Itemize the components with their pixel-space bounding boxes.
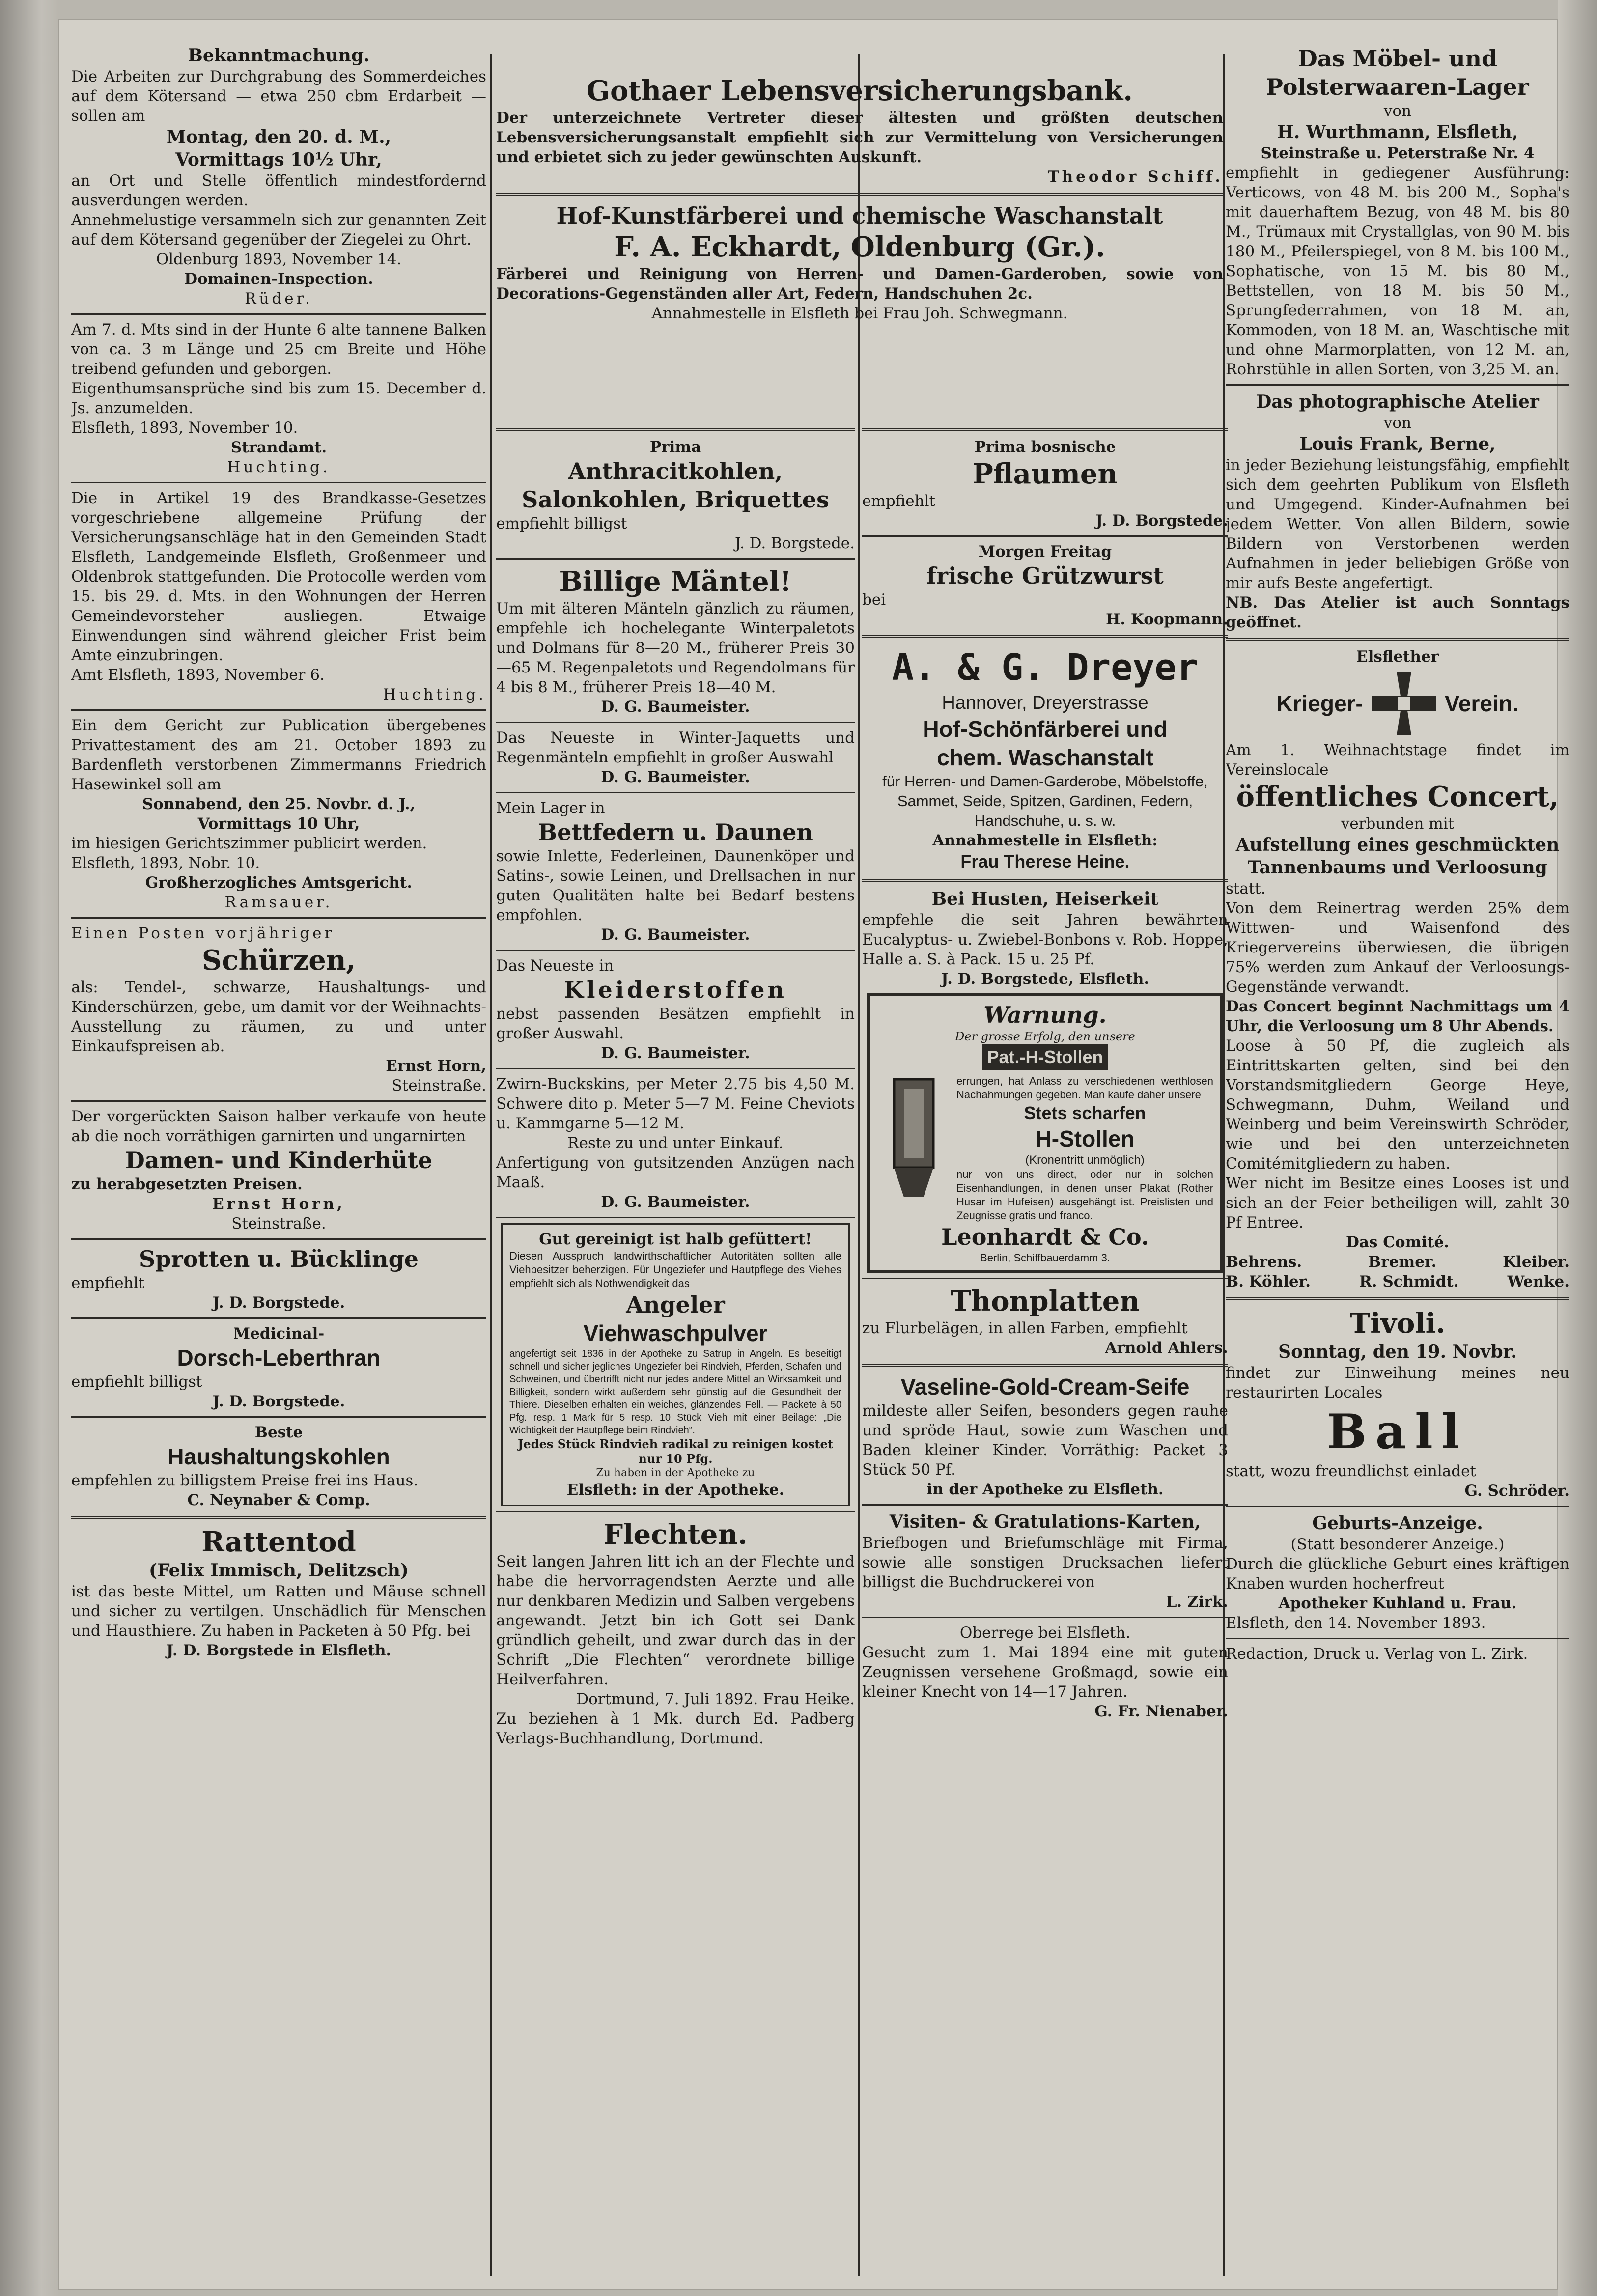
ad-title: Dorsch-Leberthran [177,1345,381,1371]
ad-vaseline [862,1372,1228,1499]
ad-signature: J. D. Borgstede. [212,1294,345,1312]
ad-text: empfehlen zu billigstem Preise frei ins Haus. [71,1472,419,1489]
ad-subtitle: (Statt besonderer Anzeige.) [1290,1536,1505,1553]
ad-title: Haushaltungskohlen [168,1444,390,1469]
ad-signature: Das Comité. [1346,1233,1449,1251]
ad-grossmagd [862,1623,1228,1721]
divider [1226,384,1569,386]
ad-place: Elsfleth, den 14. November 1893. [1226,1614,1486,1632]
ad-ball: Ball [1326,1404,1469,1459]
notice-title: Bekanntmachung. [188,45,370,66]
ad-text: Gesucht zum 1. Mai 1894 eine mit guten Zeugnissen versehene Großmagd, sowie ein kleiner Knecht von 14—17 Jahren. [862,1644,1228,1701]
ad-title: Thonplatten [950,1285,1140,1317]
ad-title: Geburts-Anzeige. [1312,1513,1483,1534]
ad-text: Wer nicht im Besitze eines Looses ist und sich an der Feier betheiligen will, zahlt 30 Pf Entree. [1226,1175,1569,1232]
ad-text: empfehle die seit Jahren bewährten Eucalyptus- u. Zwiebel-Bonbons v. Rob. Hoppe, Halle a. S. à Pack. 15 u. 25 Pf. [862,911,1228,968]
divider [862,428,1228,431]
ad-title: Das photographische Atelier [1256,392,1539,412]
notice-time: Vormittags 10½ Uhr, [175,149,382,170]
ad-signature: J. D. Borgstede. [734,534,855,552]
divider [1226,1297,1569,1300]
notice-text: Die in Artikel 19 des Brandkasse-Gesetzes vorgeschriebene allgemeine Prüfung der Versicherungsanschläge hat in den Gemeinden Stadt Elsfleth, Landgemeinde Elsfleth, Großenmeer und Oldenbrok stattgefunden. Die Protocolle werden vom 15. bis 29. d. Mts. in den Wohnungen der Herren Gemeindevorsteher ausliegen. Etwaige Einwendungen sind während gleicher Frist beim Amte einzubringen. [71,489,486,664]
ad-intro: Einen Posten vorjähriger [71,924,335,942]
ad-signature: Elsfleth: in der Apotheke. [566,1481,784,1499]
ad-husten [862,888,1228,989]
ad-text: sowie Inlette, Federleinen, Daunenköper und Satins-, sowie Leinen, und Drellsachen in nur guten Qualitäten halte bei Bedarf bestens empfohlen. [496,847,855,924]
ad-schuerzen [71,924,486,1095]
notice-text: im hiesigen Gerichtszimmer publicirt werden. [71,835,427,852]
notice-balken [71,320,486,477]
ad-text: empfiehlt billigst [71,1373,202,1391]
ad-title: Aufstellung eines geschmückten Tannenbaums und Verloosung [1235,835,1560,878]
ad-title: Angeler [626,1291,725,1318]
ad-place: Dortmund, 7. Juli 1892. Frau Heike. [576,1690,855,1708]
divider [71,1516,486,1519]
ad-thonplatten [862,1284,1228,1358]
ad-text: Färberei und Reinigung von Herren- und Damen-Garderoben, sowie von Decorations-Gegenständen aller Art, Federn, Handschuhen 2c. [496,265,1223,303]
ad-title: Rattentod [201,1526,356,1558]
ad-visitenkarten [862,1511,1228,1612]
ad-text: Anfertigung von gutsitzenden Anzügen nach Maaß. [496,1154,855,1191]
notice-date: Montag, den 20. d. M., [166,127,392,147]
ad-gothaer [496,74,1223,187]
ad-moebel [1226,44,1569,379]
ad-sprotten [71,1245,486,1313]
ad-kohlen [71,1423,486,1510]
divider [862,635,1228,638]
ad-signature: C. Neynaber & Comp. [187,1491,370,1509]
ad-company: Leonhardt & Co. [941,1224,1149,1250]
committee-member: Wenke. [1507,1273,1569,1290]
divider [71,482,486,483]
ad-pflaumen [862,437,1228,531]
divider [496,1068,855,1069]
divider [1226,638,1569,641]
notice-text: an Ort und Stelle öffentlich mindestfordernd ausverdungen werden. [71,172,486,209]
notice-text: Am 7. d. Mts sind in der Hunte 6 alte tannene Balken von ca. 3 m Länge und 25 cm Breite und Höhe treibend gefunden und geborgen. [71,321,486,378]
divider [496,428,855,431]
ad-head: Warnung. [983,1002,1107,1028]
ad-title: frische Grützwurst [926,562,1164,589]
committee-member: Kleiber. [1503,1253,1569,1271]
divider [496,193,1223,196]
divider [862,1617,1228,1618]
ad-names: Apotheker Kuhland u. Frau. [1278,1595,1517,1612]
ad-signature: D. G. Baumeister. [601,698,750,716]
ad-pre: Prima [649,438,701,456]
notice-place: Elsfleth, 1893, Nobr. 10. [71,854,260,872]
ad-text: statt. [1226,880,1266,897]
ad-dreyer [862,644,1228,873]
ad-leberthran [71,1324,486,1411]
ad-pre: Medicinal- [233,1325,325,1343]
ad-text: für Herren- und Damen-Garderobe, Möbelstoffe, Sammet, Seide, Spitzen, Gardinen, Federn, Handschuhe, u. s. w. [882,773,1208,829]
divider [496,1511,855,1512]
imprint-footer: Redaction, Druck u. Verlag von L. Zirk. [1226,1645,1528,1663]
committee-member: B. Köhler. [1226,1273,1311,1290]
ad-text: statt, wozu freundlichst einladet [1226,1462,1476,1480]
divider [496,722,855,723]
ad-text: Der grosse Erfolg, den unsere [955,1030,1135,1043]
ad-title: Das Möbel- und [1297,45,1498,72]
ad-signature: J. D. Borgstede in Elsfleth. [166,1642,392,1659]
ad-text: errungen, hat Anlass zu verschiedenen werthlosen Nachahmungen gegeben. Man kaufe daher unsere [956,1075,1213,1101]
ad-signature: G. Schröder. [1464,1482,1569,1500]
notice-text: Annehmelustige versammeln sich zur genannten Zeit auf dem Kötersand gegenüber der Ziegelei zu Ohrt. [71,211,486,249]
ad-gruetzwurst [862,542,1228,629]
ad-signature: Ernst Horn, [386,1057,486,1075]
ad-note: NB. Das Atelier ist auch Sonntags geöffnet. [1226,594,1569,631]
ad-title: Billige Mäntel! [559,565,792,598]
ad-title: Anthracitkohlen, Salonkohlen, Briquettes [522,458,829,513]
notice-text: Die Arbeiten zur Durchgrabung des Sommerdeiches auf dem Kötersand — etwa 250 cbm Erdarbeit — sollen am [71,68,486,125]
ad-signature: D. G. Baumeister. [601,926,750,944]
divider [496,792,855,793]
ad-title: Bei Husten, Heiserkeit [931,889,1159,909]
ad-flechten [496,1517,855,1748]
divider [1226,1506,1569,1507]
ad-text: empfiehlt [71,1274,144,1292]
notice-sommerdeich [71,44,486,308]
ad-text: zu herabgesetzten Preisen. [71,1176,303,1193]
book-spine [0,0,59,2296]
ad-title: Gothaer Lebensversicherungsbank. [587,75,1133,107]
notice-name: Rüder. [245,290,313,308]
notice-name: Huchting. [227,458,331,476]
column-3 [862,422,1228,2276]
notice-signature: Strandamt. [230,439,327,456]
ad-bettfedern [496,798,855,945]
ad-text: Loose à 50 Pf, die zugleich als Eintrittskarten gelten, sind bei den Vorstandsmitgliedern George Heye, Schwegmann, Duhm, Weiland und Weinberg und beim Vereinswirth Schröder, wie und bei den unterzeichneten Comitémitgliedern zu haben. [1226,1037,1569,1173]
ad-signature: G. Fr. Nienaber. [1094,1703,1228,1720]
ad-text: mildeste aller Seifen, besonders gegen rauhe und spröde Haut, sowie zum Waschen und Baden kleiner Kinder. Vorräthig: Packet 3 Stück 50 Pf. [862,1402,1228,1479]
notice-text: Ein dem Gericht zur Publication übergebenes Privattestament des am 21. October 1893 zu Bardenfleth verstorbenen Zimmermanns Friedrich Hasewinkel soll am [71,717,486,793]
ad-pre: Das Neueste in [496,957,614,975]
divider [71,313,486,315]
ad-text: Briefbogen und Briefumschläge mit Firma, sowie alle sonstigen Drucksachen liefert billigst die Buchdruckerei von [862,1534,1228,1591]
ad-title: H-Stollen [1035,1126,1135,1151]
ad-signature: D. G. Baumeister. [601,1193,750,1211]
ad-address: Berlin, Schiffbauerdamm 3. [980,1252,1110,1264]
notice-place: Oldenburg 1893, November 14. [156,251,402,268]
ad-von: von [1383,102,1412,120]
ad-signature: Ernst Horn, [212,1195,345,1213]
notice-signature: Domainen-Inspection. [184,270,373,288]
ad-name: Louis Frank, Berne, [1299,434,1496,454]
ad-tivoli [1226,1306,1569,1501]
ad-maentel [496,564,855,717]
ad-geburt [1226,1512,1569,1633]
ad-name: H. Wurthmann, Elsfleth, [1277,122,1518,142]
ad-text: bei [862,591,886,609]
divider [862,1364,1228,1367]
committee-member: Bremer. [1368,1253,1437,1271]
horseshoe-stud-icon [877,1074,951,1223]
ad-text: Der unterzeichnete Vertreter dieser ältesten und größten deutschen Lebensversicherungsanstalt empfiehlt sich zur Vermittelung von Versicherungen und erbietet sich zu jeder gewünschten Auskunft. [496,109,1223,166]
divider [71,709,486,711]
iron-cross-icon [1367,667,1441,740]
ad-signature: J. D. Borgstede, Elsfleth. [941,970,1149,988]
ad-text: Am 1. Weihnachtstage findet im Vereinslocale [1226,741,1569,779]
ad-pre: Elsflether [1356,648,1439,666]
ad-text: findet zur Einweihung meines neu restaurirten Locales [1226,1364,1569,1401]
ad-title-left: Krieger- [1276,691,1363,716]
ad-signature: H. Koopmann. [1106,611,1228,628]
notice-brandkasse [71,488,486,704]
ad-signature: J. D. Borgstede. [1095,512,1228,530]
ad-text: Um mit älteren Mänteln gänzlich zu räumen, empfehle ich hochelegante Winterpaletots und Dolmans für 8—20 M., früherer Preis 30—65 M. Regenpaletots und Regendolmans für 4 bis 8 M., früherer Preis 18—40 M. [496,600,855,696]
ad-title-right: Verein. [1444,691,1519,716]
ad-subtitle: chem. Waschanstalt [937,745,1153,770]
ad-subtitle: Hof-Schönfärberei und [923,716,1168,742]
notice-place: Amt Elsfleth, 1893, November 6. [71,666,325,684]
ad-title: A. & G. Dreyer [892,646,1199,689]
ad-text: nur von uns direct, oder nur in solchen Eisenhandlungen, in denen unser Plakat (Rother Husar im Hufeisen) ausgehängt ist. Preislisten und Zeugnisse gratis und franco. [956,1168,1213,1222]
ad-street: Steinstraße. [392,1077,486,1094]
notice-name: Huchting. [383,686,486,703]
column-4 [1226,44,1569,2276]
ad-title: Polsterwaaren-Lager [1266,74,1529,100]
ad-jaquetts [496,728,855,787]
divider [71,1100,486,1102]
ad-anthracit [496,437,855,553]
ad-title: Schürzen, [201,944,356,977]
ad-huete [71,1107,486,1233]
ad-name: F. A. Eckhardt, Oldenburg (Gr.). [614,231,1105,263]
notice-testament [71,716,486,912]
divider [496,558,855,560]
ad-kleiderstoffe [496,956,855,1063]
ad-title: Pflaumen [972,458,1118,490]
ad-title: Sprotten u. Bücklinge [139,1246,419,1272]
committee-row [1226,1252,1569,1272]
ad-von: von [1383,414,1412,432]
divider [862,879,1228,882]
ad-text: empfiehlt in gediegener Ausführung: Verticows, von 48 M. bis 200 M., Sopha's mit dauerhaftem Bezug, von 48 M. bis 80 M., Trümaux mit Crystallglas, von 90 M. bis 180 M., Pfeilerspiegel, von 8 M. bis 100 M., Sophatische, von 15 M. bis 80 M., Bettstellen, von 18 M. bis 50 M., Sprungfederrahmen, von 18 M. an, Kommoden, von 18 M. an, Waschtische mit und ohne Marmorplatten, von 12 M. an, Rohrstühle in allen Sorten, von 3,25 M. an. [1226,164,1569,378]
notice-time: Vormittags 10 Uhr, [197,815,360,833]
ad-note: Annahmestelle in Elsfleth: [932,832,1158,849]
ad-text: Zu beziehen à 1 Mk. durch Ed. Padberg Verlags-Buchhandlung, Dortmund. [496,1710,855,1747]
column-1 [71,44,486,2276]
ad-name: Frau Therese Heine. [960,851,1130,871]
ad-signature: J. D. Borgstede. [212,1393,345,1410]
column-rule [490,54,492,2276]
divider [496,950,855,951]
ad-text: nebst passenden Besätzen empfiehlt in großer Auswahl. [496,1005,855,1042]
ad-text: als: Tendel-, schwarze, Haushaltungs- und Kinderschürzen, gebe, um damit vor der Weihnachts-Ausstellung zu räumen, zu und unter Einkaufspreisen ab. [71,979,486,1055]
ad-text: Der vorgerückten Saison halber verkaufe von heute ab die noch vorräthigen garnirten und ungarnirten [71,1108,486,1145]
ad-title: Viehwaschpulver [583,1320,768,1346]
ad-text: empfiehlt [862,492,935,510]
ad-signature: in der Apotheke zu Elsfleth. [926,1481,1164,1498]
column-2 [496,422,855,2276]
divider [1226,1638,1569,1639]
ad-title: öffentliches Concert, [1236,781,1559,813]
ad-city: Hannover, Dreyerstrasse [942,693,1149,713]
ad-text: Seit langen Jahren litt ich an der Flechte und habe die hervorragendsten Aerzte und alle nur denkbaren Medizin und Salben vergebens angewandt. Jetzt bin ich Gott sei Dank gründlich geheilt, und zwar durch das in der Schrift „Die Flechten“ verordnete billige Heilverfahren. [496,1553,855,1688]
divider [862,1504,1228,1506]
ad-title: Visiten- & Gratulations-Karten, [889,1512,1201,1532]
ad-title: Damen- und Kinderhüte [125,1147,433,1174]
divider [862,1278,1228,1279]
divider [496,1217,855,1218]
ad-eckhardt [496,201,1223,323]
ad-text: Diesen Ausspruch landwirthschaftlicher Autoritäten sollten alle Viehbesitzer beherzigen. Für Ungeziefer und Hautpflege des Viehes empfiehlt sich als Nothwendigkeit das [509,1250,841,1289]
ad-text: Durch die glückliche Geburt eines kräftigen Knaben wurden hocherfreut [1226,1555,1569,1593]
ad-title: Flechten. [603,1518,748,1551]
notice-date: Sonnabend, den 25. Novbr. d. J., [142,795,416,813]
ad-pre: Oberrege bei Elsfleth. [959,1624,1131,1642]
ad-text: Zu haben in der Apotheke zu [596,1467,755,1479]
ad-buckskins [496,1074,855,1212]
ad-text: in jeder Beziehung leistungsfähig, empfiehlt sich dem geehrten Publikum von Elsfleth und Umgegend. Kinder-Aufnahmen bei jedem Wetter. Von allen Bildern, sowie Bildern von Verstorbenen werden Aufnahmen in jeder beliebigen Größe von mir aufs Beste angefertigt. [1226,456,1569,592]
ad-paren: (Kronentritt unmöglich) [1025,1153,1145,1167]
ad-signature: L. Zirk. [1166,1593,1228,1611]
ad-pre: Prima bosnische [974,438,1116,456]
ad-head: Gut gereinigt ist halb gefüttert! [539,1231,812,1248]
committee-row [1226,1272,1569,1291]
ad-address: Steinstraße u. Peterstraße Nr. 4 [1261,144,1535,162]
ad-text: Zwirn-Buckskins, per Meter 2.75 bis 4,50 M. Schwere dito p. Meter 5—7 M. Feine Cheviots u. Kammgarne 5—12 M. [496,1075,855,1132]
ad-viehwaschpulver [501,1223,850,1506]
divider [71,1416,486,1418]
ad-title: Hof-Kunstfärberei und chemische Waschanstalt [556,202,1163,229]
ad-signature: D. G. Baumeister. [601,1044,750,1062]
ad-title: Tivoli. [1349,1307,1446,1340]
ad-text: Von dem Reinertrag werden 25% dem Wittwen- und Waisenfond des Kriegervereins überwiesen, die übrigen 75% werden zum Ankauf der Verloosungs-Gegenstände verwandt. [1226,899,1569,996]
ad-pre: Beste [254,1424,303,1441]
ad-atelier [1226,391,1569,632]
ad-title: Vaseline-Gold-Cream-Seife [900,1374,1190,1400]
ad-kriegerverein [1226,647,1569,1291]
ad-title: Kleiderstoffen [564,977,787,1003]
ad-pre: Morgen Freitag [978,543,1112,560]
ad-title: Bettfedern u. Daunen [538,819,813,845]
ad-text: Reste zu und unter Einkauf. [567,1134,784,1152]
ad-text: verbunden mit [1341,815,1455,833]
committee-member: Behrens. [1226,1253,1302,1271]
ad-text: Jedes Stück Rindvieh radikal zu reinigen kostet nur 10 Pfg. [518,1437,833,1466]
ad-date: Sonntag, den 19. Novbr. [1278,1342,1517,1362]
divider [71,1238,486,1240]
committee-member: R. Schmidt. [1359,1273,1459,1290]
ad-signature: Theodor Schiff. [1047,168,1223,186]
ad-claim: Stets scharfen [1024,1103,1146,1123]
notice-text: Eigenthumsansprüche sind bis zum 15. December d. Js. anzumelden. [71,380,486,417]
divider [71,917,486,919]
ad-text: ist das beste Mittel, um Ratten und Mäuse schnell und sicher zu vertilgen. Unschädlich für Menschen und Hausthiere. Zu haben in Packeten à 50 Pfg. bei [71,1583,486,1640]
ad-text: Das Neueste in Winter-Jaquetts und Regenmänteln empfiehlt in großer Auswahl [496,729,855,766]
notice-place: Elsfleth, 1893, November 10. [71,419,298,437]
notice-signature: Großherzogliches Amtsgericht. [145,874,413,892]
ad-text: empfiehlt billigst [496,515,627,532]
divider [71,1317,486,1319]
ad-subtitle: (Felix Immisch, Delitzsch) [149,1560,409,1581]
divider [862,535,1228,537]
top-banners [496,74,1223,427]
ad-signature: D. G. Baumeister. [601,768,750,786]
ad-text: angefertigt seit 1836 in der Apotheke zu Satrup in Angeln. Es beseitigt schnell und sicher jegliches Ungeziefer bei Rindvieh, Pferden, Schafen und Schweinen, und übertrifft nicht nur jedes andere Mittel an Wirksamkeit und Billigkeit, sondern wirkt außerdem sehr günstig auf die Gesundheit der Thiere. Dieselben erhalten ein weiches, glänzendes Fell. — Packete à 50 Pfg. resp. 1 Mark für 5 resp. 10 Stück Vieh mit einer Beilage: „Die Wichtigkeit der Hautpflege beim Rindvieh“. [509,1348,841,1436]
ad-text: Das Concert beginnt Nachmittags um 4 Uhr, die Verloosung um 8 Uhr Abends. [1226,998,1569,1035]
ad-product: Pat.-H-Stollen [982,1044,1108,1070]
ad-text: zu Flurbelägen, in allen Farben, empfiehlt [862,1319,1188,1337]
ad-signature: Arnold Ahlers. [1105,1339,1228,1357]
ad-note: Annahmestelle in Elsfleth bei Frau Joh. Schwegmann. [651,305,1068,322]
ad-h-stollen [867,993,1223,1273]
ad-pre: Mein Lager in [496,799,605,817]
notice-name: Ramsauer. [224,894,333,911]
ad-street: Steinstraße. [231,1215,326,1232]
ad-rattentod [71,1525,486,1660]
